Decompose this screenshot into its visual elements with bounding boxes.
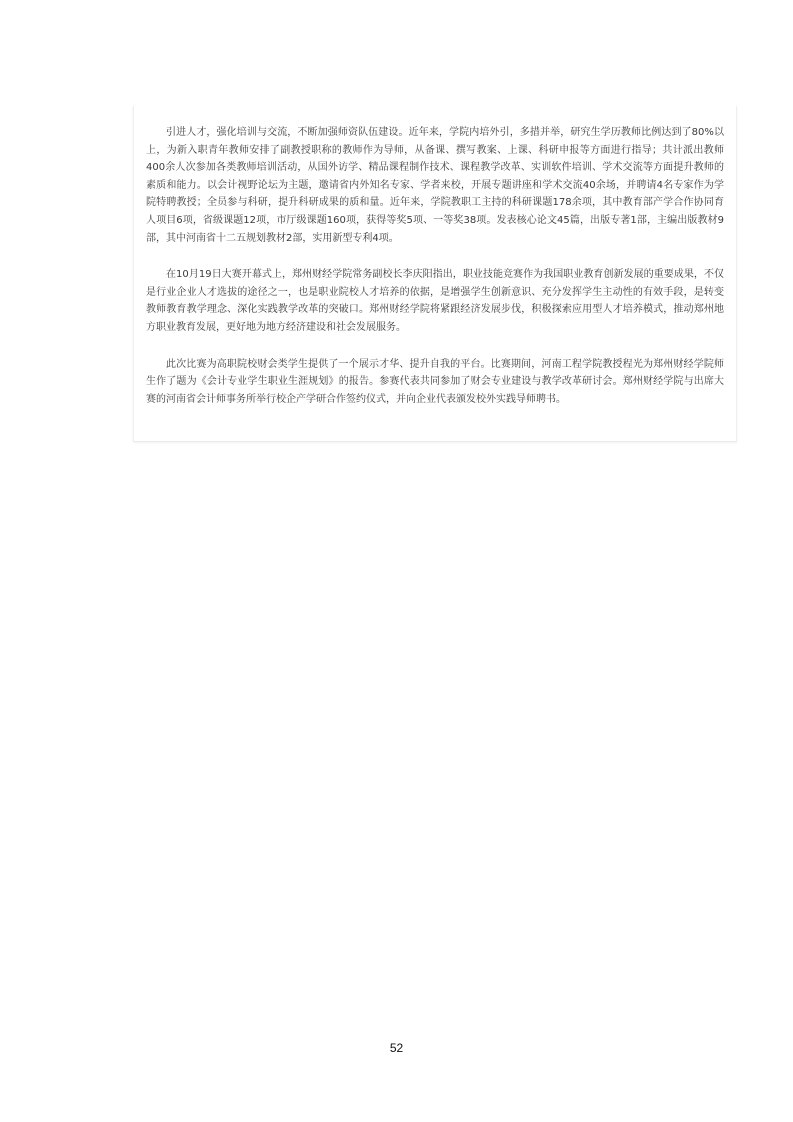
- article-screenshot: [133, 106, 737, 442]
- page-number: 52: [389, 1041, 404, 1055]
- paragraph-talent-introduction: 引进人才，强化培训与交流，不断加强师资队伍建设。近年来，学院内培外引，多措并举，研究生学历教师比例达到了80%以上，为新入职青年教师安排了副教授职称的教师作为导师，从备课、撰写教案、上课、科研申报等方面进行指导；共计派出教师400余人次参加各类教师培训活动，从国外访学、精品课程制作技术、课程教学改革、实训软件培训、学术交流等方面提升教师的素质和能力。以会计视野论坛为主题，邀请省内外知名专家、学者来校，开展专题讲座和学术交流40余场，并聘请4名专家作为学院特聘教授；全员参与科研，提升科研成果的质和量。近年来，学院教职工主持的科研课题178余项，其中教育部产学合作协同育人项目6项，省级课题12项，市厅级课题160项，获得等奖5项、一等奖38项。发表核心论文45篇，出版专著1部，主编出版教材9部，其中河南省十二五规划教材2部，实用新型专利4项。: [146, 127, 724, 244]
- paragraph-opening-ceremony: 在10月19日大赛开幕式上，郑州财经学院常务副校长李庆阳指出，职业技能竞赛作为我国职业教育创新发展的重要成果，不仅是行业企业人才选拔的途径之一，也是职业院校人才培养的依据，是增强学生创新意识、充分发挥学生主动性的有效手段，是转变教师教育教学理念、深化实践教学改革的突破口。郑州财经学院将紧跟经济发展步伐，积极探索应用型人才培养模式，推动郑州地方职业教育发展，更好地为地方经济建设和社会发展服务。: [146, 269, 724, 333]
- article-body: [146, 124, 724, 427]
- paragraph-competition-platform: 此次比赛为高职院校财会类学生提供了一个展示才华、提升自我的平台。比赛期间，河南工程学院教授程光为郑州财经学院师生作了题为《会计专业学生职业生涯规划》的报告。参赛代表共同参加了财会专业建设与教学改革研讨会。郑州财经学院与出席大赛的河南省会计师事务所举行校企产学研合作签约仪式，并向企业代表颁发校外实践导师聘书。: [146, 358, 724, 405]
